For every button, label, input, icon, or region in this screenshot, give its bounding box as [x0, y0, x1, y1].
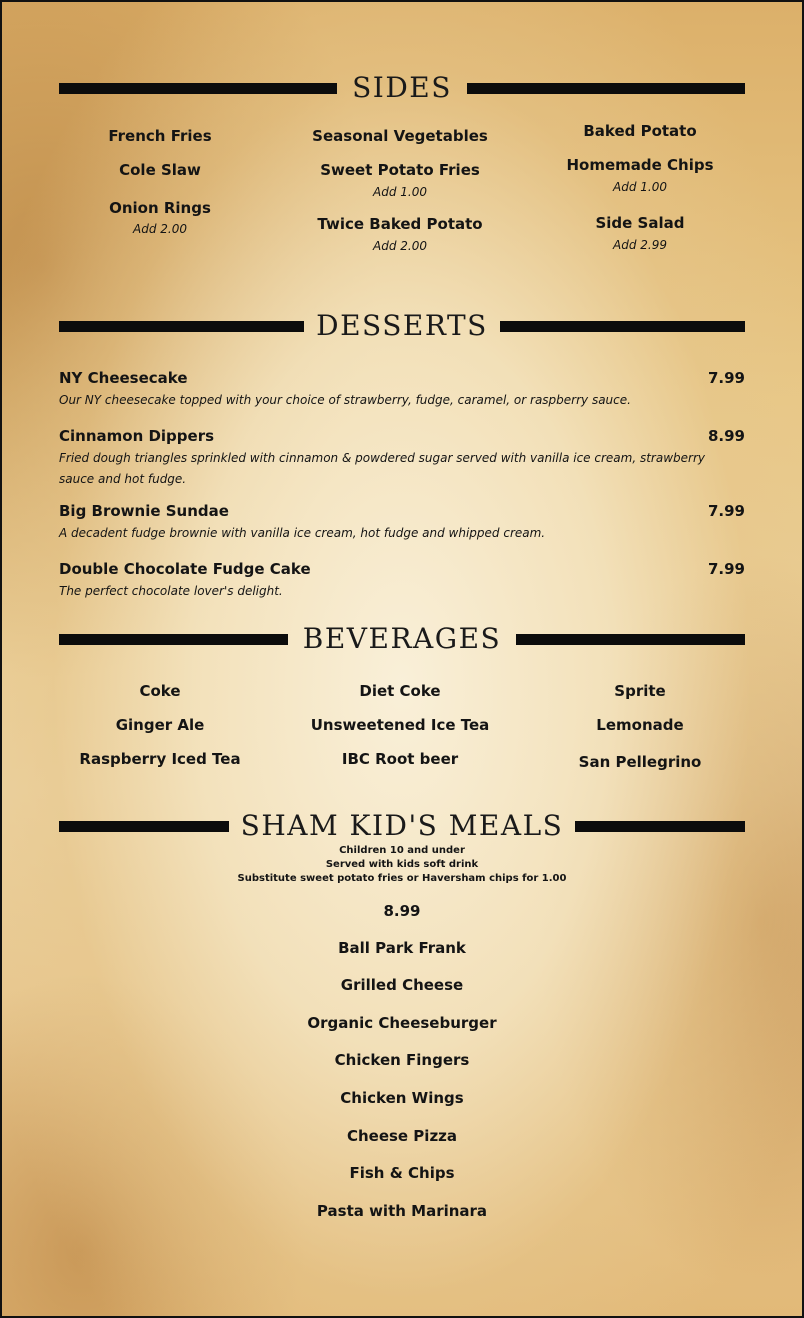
dessert-name: Big Brownie Sundae [59, 502, 229, 520]
kids-price: 8.99 [383, 902, 421, 920]
beverage-item: Lemonade [596, 716, 684, 734]
kids-item: Chicken Wings [340, 1089, 464, 1107]
side-item: Baked Potato [583, 122, 697, 140]
dessert-description: The perfect chocolate lover's delight. [59, 584, 283, 598]
kids-title: SHAM KID'S MEALS [240, 809, 564, 842]
beverage-item: Coke [139, 682, 181, 700]
sides-header [59, 68, 745, 108]
beverage-item: IBC Root beer [341, 750, 459, 768]
side-item: Sweet Potato Fries [320, 161, 480, 179]
side-item-note: Add 2.00 [373, 239, 427, 253]
kids-item: Organic Cheeseburger [307, 1014, 497, 1032]
dessert-price: 7.99 [707, 369, 745, 387]
kids-item: Grilled Cheese [340, 976, 464, 994]
kids-header [59, 806, 745, 846]
beverages-header [59, 619, 745, 659]
beverage-item: Sprite [614, 682, 666, 700]
beverages-title: BEVERAGES [302, 622, 502, 655]
beverage-item: Diet Coke [359, 682, 441, 700]
side-item: Twice Baked Potato [317, 215, 483, 233]
side-item: Homemade Chips [566, 156, 714, 174]
dessert-price: 8.99 [707, 427, 745, 445]
dessert-description: A decadent fudge brownie with vanilla ice cream, hot fudge and whipped cream. [59, 526, 546, 540]
side-item-note: Add 2.99 [613, 238, 667, 252]
kids-item: Pasta with Marinara [316, 1202, 488, 1220]
side-item: Side Salad [595, 214, 685, 232]
side-item-note: Add 1.00 [613, 180, 667, 194]
side-item: Cole Slaw [119, 161, 201, 179]
beverage-item: San Pellegrino [578, 753, 702, 771]
desserts-title: DESSERTS [316, 309, 488, 342]
beverage-item: Unsweetened Ice Tea [310, 716, 490, 734]
dessert-description: Fried dough triangles sprinkled with cinnamon & powdered sugar served with vanilla ice cream, strawberry sauce and hot fudge. [59, 451, 705, 486]
kids-item: Fish & Chips [349, 1164, 455, 1182]
sides-title: SIDES [352, 71, 452, 104]
kids-item: Chicken Fingers [334, 1051, 470, 1069]
dessert-name: Double Chocolate Fudge Cake [59, 560, 311, 578]
side-item: Onion Rings [109, 199, 211, 217]
side-item: Seasonal Vegetables [312, 127, 488, 145]
dessert-price: 7.99 [707, 502, 745, 520]
side-item-note: Add 1.00 [373, 185, 427, 199]
menu-page [2, 2, 802, 1316]
desserts-header [59, 306, 745, 346]
kids-note: Substitute sweet potato fries or Haversham chips for 1.00 [237, 873, 567, 884]
beverage-item: Ginger Ale [115, 716, 205, 734]
kids-note: Served with kids soft drink [325, 859, 479, 870]
beverage-item: Raspberry Iced Tea [79, 750, 241, 768]
dessert-name: NY Cheesecake [59, 369, 188, 387]
kids-note: Children 10 and under [339, 845, 465, 856]
dessert-price: 7.99 [707, 560, 745, 578]
kids-item: Cheese Pizza [346, 1127, 458, 1145]
side-item: French Fries [108, 127, 212, 145]
dessert-name: Cinnamon Dippers [59, 427, 215, 445]
kids-item: Ball Park Frank [338, 939, 466, 957]
dessert-description: Our NY cheesecake topped with your choice of strawberry, fudge, caramel, or raspberry sauce. [59, 393, 631, 407]
side-item-note: Add 2.00 [133, 222, 187, 236]
